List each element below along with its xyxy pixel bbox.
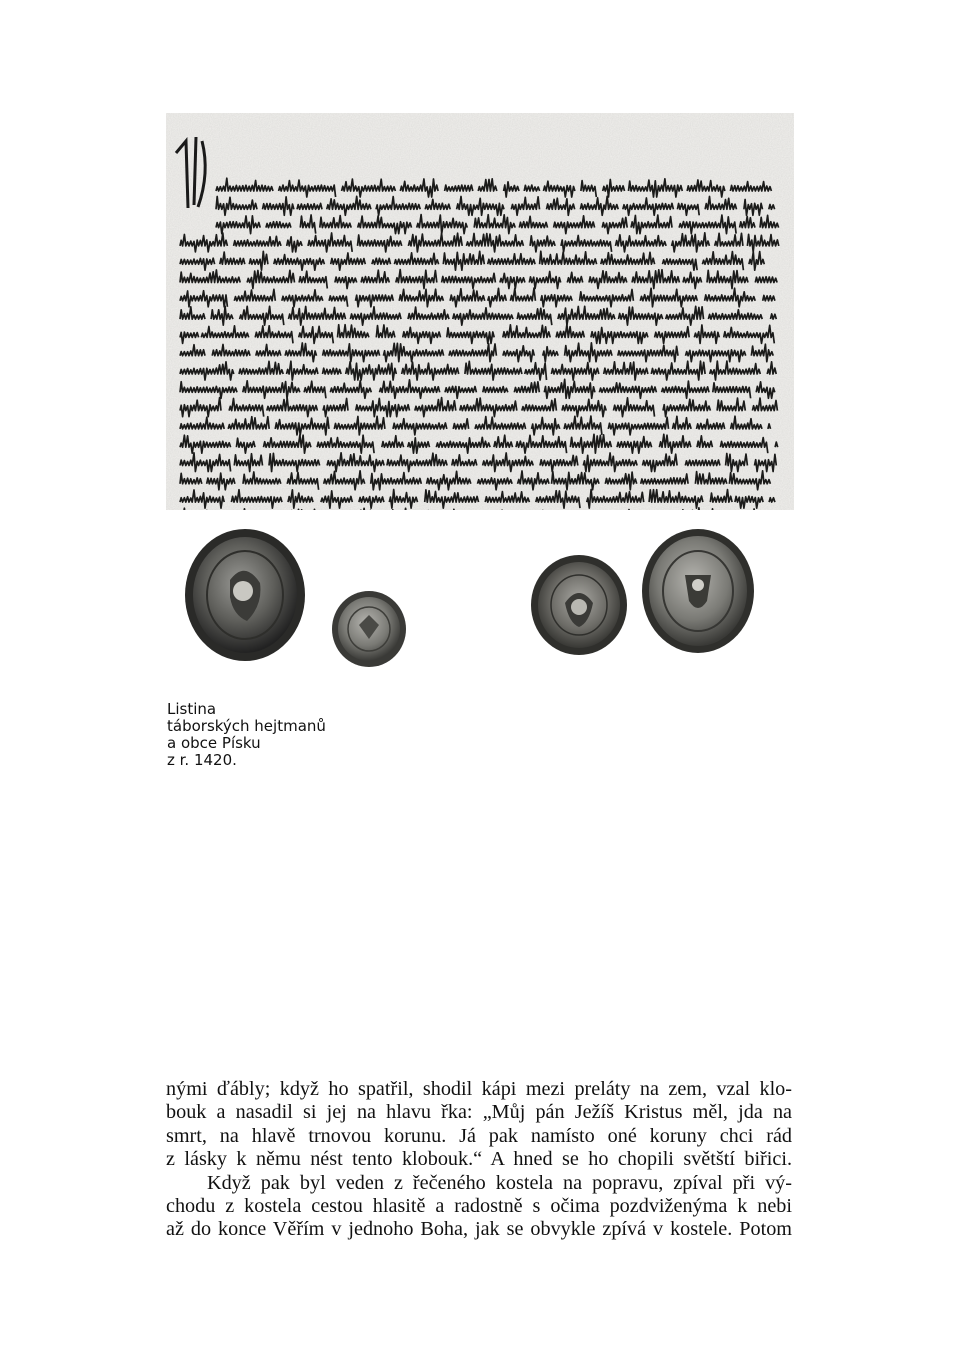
body-line: z lásky k němu nést tento klobouk.“ A hned se ho chopili světští biřici. [166,1148,792,1171]
caption-line: z r. 1420. [167,751,237,769]
body-paragraphs [166,1078,792,1242]
manuscript-drawing [166,113,794,510]
figure-caption [167,701,367,769]
body-line: až do konce Věřím v jednoho Boha, jak se obvykle zpívá v kostele. Potom [166,1218,792,1241]
body-line: Když pak byl veden z řečeného kostela na popravu, zpíval při vý- [207,1171,792,1194]
caption-line: Listina [167,700,217,718]
body-line: smrt, na hlavě trnovou korunu. Já pak namísto oné koruny chci rád [166,1124,792,1147]
seal-3 [531,555,627,655]
body-line: nými ďábly; když ho spatřil, shodil kápi mezi preláty na zem, vzal klo- [166,1078,792,1100]
manuscript-image [166,113,794,510]
caption-line: a obce Písku [167,734,261,752]
seal-4 [642,529,754,653]
body-line: bouk a nasadil si jej na hlavu řka: „Můj pán Ježíš Kristus měl, jda na [166,1101,792,1124]
body-line: chodu z kostela cestou hlasitě a radostně s očima pozdviženýma k nebi [166,1194,792,1217]
seals-image [185,525,775,685]
seal-1 [185,529,305,661]
seal-2 [332,591,406,667]
caption-line: táborských hejtmanů [167,717,326,735]
